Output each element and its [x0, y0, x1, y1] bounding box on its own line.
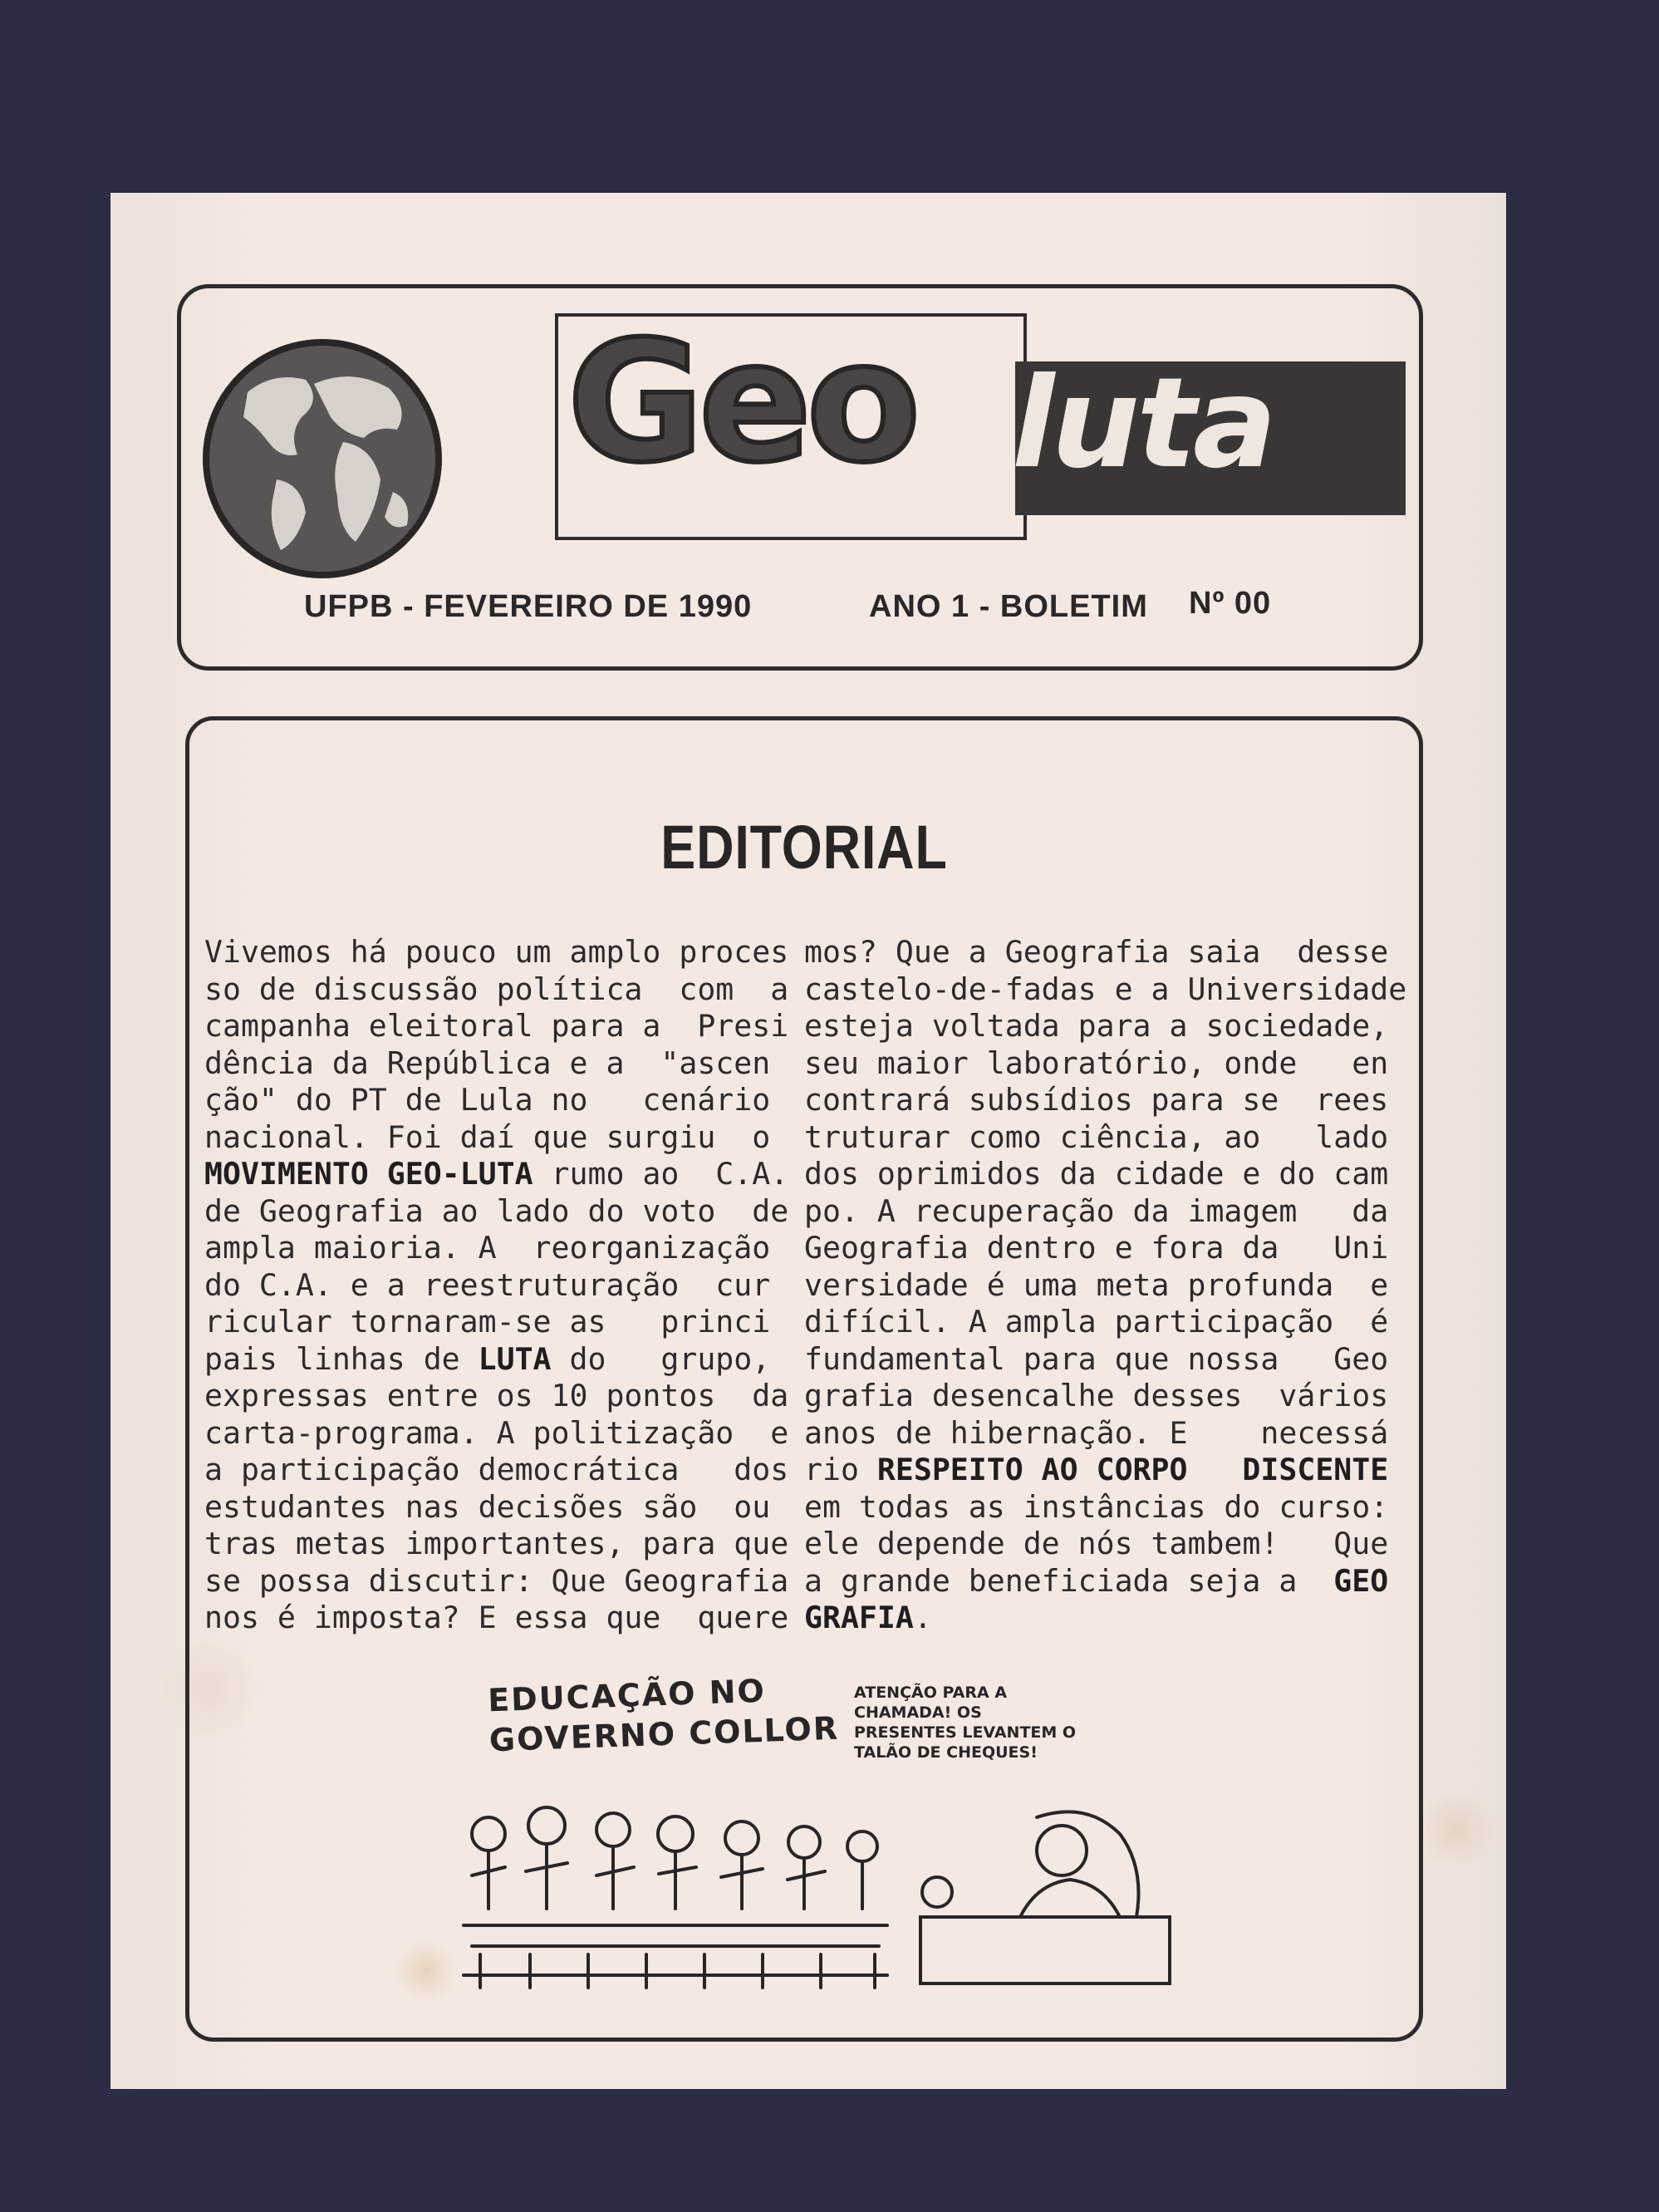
editorial-left-line: dência da República e a "ascen — [204, 1045, 771, 1081]
editorial-left-line: ricular tornaram-se as princi — [204, 1304, 771, 1339]
logo-luta-text: luta — [1012, 351, 1274, 496]
editorial-box — [185, 716, 1423, 2042]
editorial-left-line: do C.A. e a reestruturação cur — [204, 1266, 771, 1303]
editorial-right-line: difícil. A ampla participação é — [804, 1304, 1389, 1339]
editorial-left-line: ampla maioria. A reorganização — [204, 1230, 771, 1266]
editorial-right-line: em todas as instâncias do curso: — [804, 1488, 1389, 1525]
editorial-left-line: so de discussão política com a — [204, 971, 789, 1007]
editorial-right-line: anos de hibernação. E necessá — [804, 1414, 1389, 1451]
cartoon-title — [487, 1669, 839, 1761]
masthead-date: UFPB - FEVEREIRO DE 1990 — [304, 589, 753, 624]
cartoon-title-line-2: GOVERNO COLLOR — [488, 1709, 840, 1759]
editorial-right-line: contrará subsídios para se rees — [804, 1082, 1389, 1118]
editorial-left-line: carta-programa. A politização e — [204, 1414, 789, 1451]
editorial-left-line: estudantes nas decisões são ou — [204, 1488, 771, 1525]
masthead-issue-number: Nº 00 — [1189, 586, 1272, 621]
editorial-right-line: seu maior laboratório, onde en — [804, 1045, 1389, 1081]
editorial-right-line: mos? Que a Geografia saia desse — [804, 934, 1389, 970]
masthead-box — [177, 284, 1423, 671]
editorial-right-line: ele depende de nós tambem! Que — [804, 1526, 1389, 1561]
editorial-right-line: truturar como ciência, ao lado — [804, 1118, 1389, 1155]
newsletter-page — [110, 193, 1506, 2089]
masthead-issue-label: ANO 1 - BOLETIM — [869, 589, 1148, 624]
editorial-left-line: se possa discutir: Que Geografia — [204, 1562, 789, 1599]
editorial-left-line: expressas entre os 10 pontos da — [204, 1378, 789, 1413]
editorial-left-line: MOVIMENTO GEO-LUTA rumo ao C.A. — [204, 1156, 789, 1192]
editorial-title: EDITORIAL — [660, 813, 948, 882]
editorial-left-line: de Geografia ao lado do voto de — [204, 1192, 789, 1229]
editorial-right-line: versidade é uma meta profunda e — [804, 1266, 1389, 1303]
editorial-left-line: a participação democrática dos — [204, 1452, 789, 1487]
editorial-left-line: nos é imposta? E essa que quere — [204, 1600, 789, 1635]
editorial-left-column — [204, 934, 803, 1637]
editorial-left-line: pais linhas de LUTA do grupo, — [204, 1340, 771, 1377]
editorial-right-line: fundamental para que nossa Geo — [804, 1340, 1389, 1377]
editorial-left-line: nacional. Foi daí que surgiu o — [204, 1118, 771, 1155]
classroom-cartoon-illustration — [455, 1801, 1203, 2000]
editorial-right-line: Geografia dentro e fora da Uni — [804, 1230, 1389, 1266]
editorial-right-line: a grande beneficiada seja a GEO — [804, 1562, 1389, 1599]
editorial-right-line: esteja voltada para a sociedade, — [804, 1008, 1389, 1044]
editorial-right-line: dos oprimidos da cidade e do cam — [804, 1156, 1389, 1192]
logo-geo-text: Geo — [567, 306, 916, 499]
editorial-left-line: campanha eleitoral para a Presi — [204, 1008, 789, 1044]
globe-icon — [198, 334, 447, 583]
editorial-right-line: grafia desencalhe desses vários — [804, 1378, 1389, 1413]
cartoon-speech-bubble: ATENÇÃO PARA A CHAMADA! OS PRESENTES LEVANTEM O TALÃO DE CHEQUES! — [854, 1684, 1077, 1762]
editorial-right-line: GRAFIA. — [804, 1600, 932, 1635]
editorial-right-line: rio RESPEITO AO CORPO DISCENTE — [804, 1452, 1389, 1487]
editorial-right-line: po. A recuperação da imagem da — [804, 1192, 1389, 1229]
editorial-right-column — [804, 934, 1407, 1637]
editorial-left-line: tras metas importantes, para que — [204, 1526, 789, 1561]
cartoon-title-line-1: EDUCAÇÃO NO — [487, 1672, 767, 1719]
editorial-left-line: Vivemos há pouco um amplo proces — [204, 934, 789, 970]
editorial-right-line: castelo-de-fadas e a Universidade — [804, 971, 1407, 1007]
editorial-left-line: ção" do PT de Lula no cenário — [204, 1082, 771, 1118]
